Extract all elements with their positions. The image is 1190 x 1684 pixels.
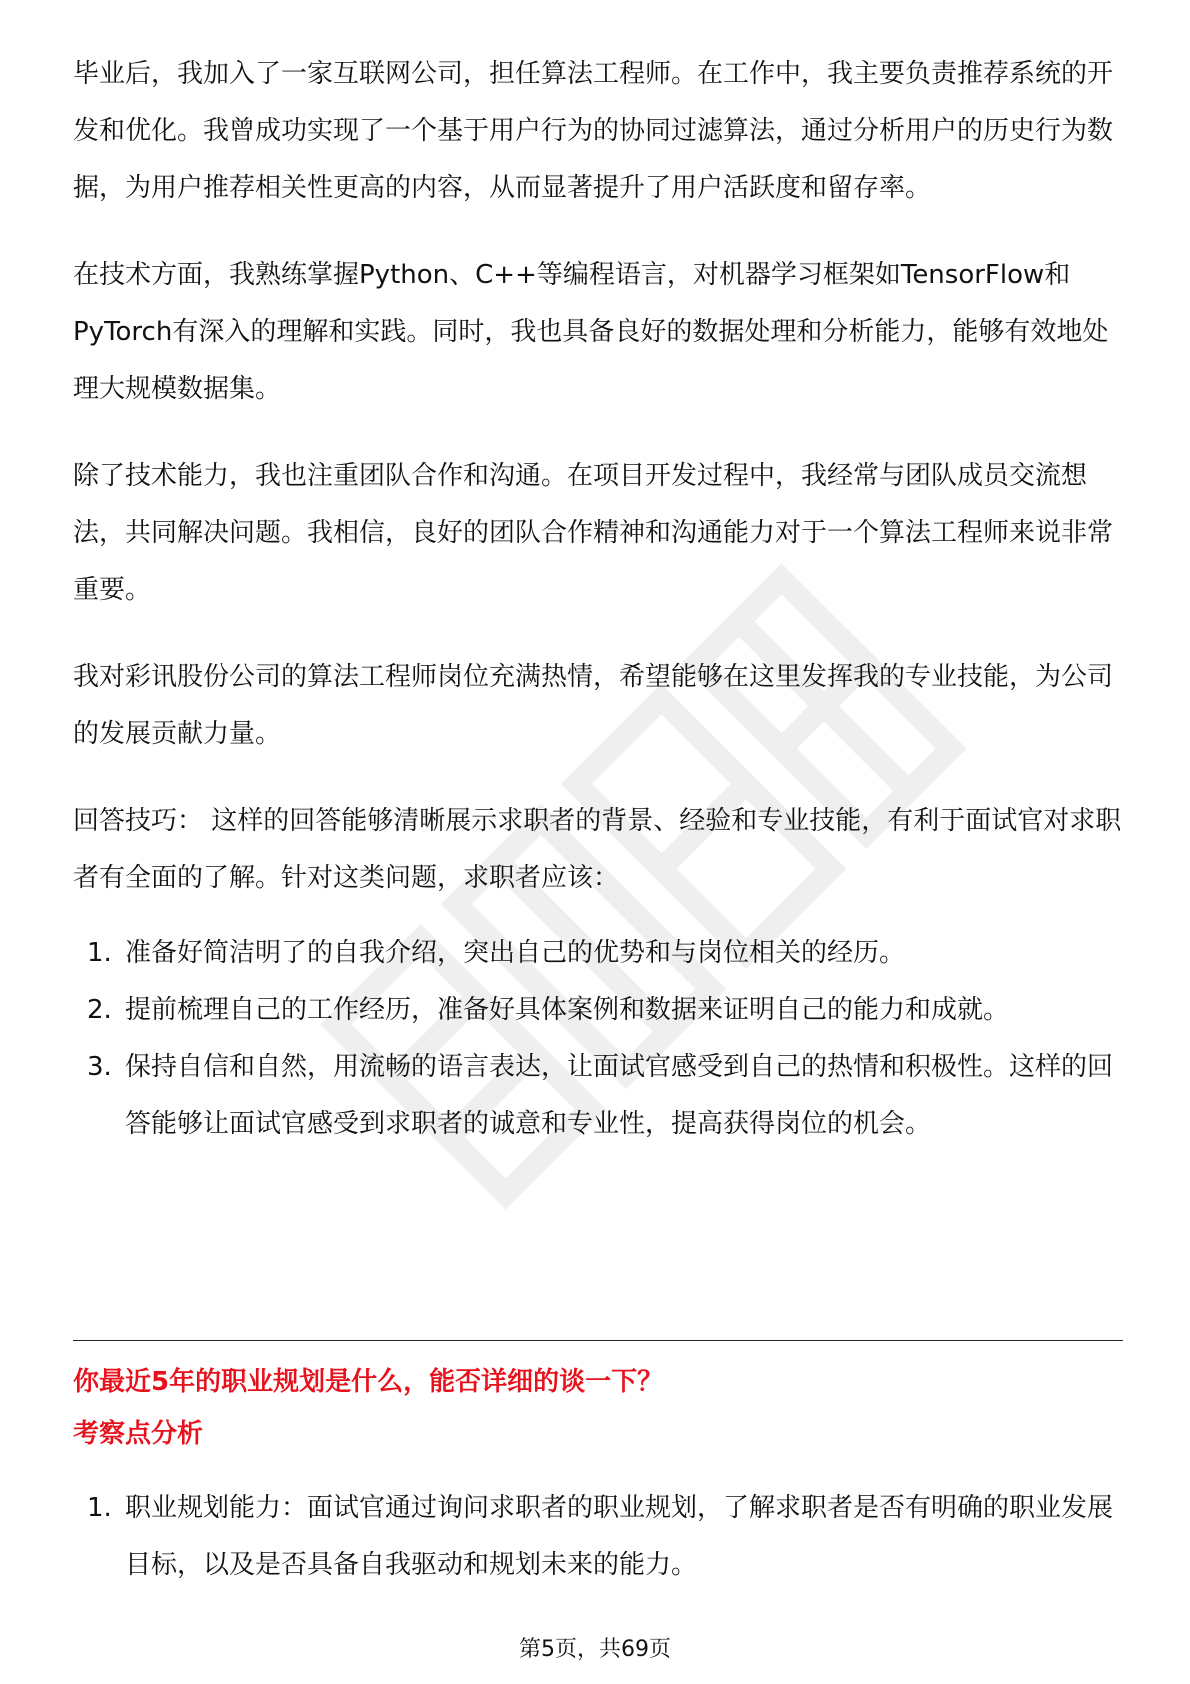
analysis-points-list [73,1480,1123,1594]
list-item [73,1480,1123,1594]
list-item-number: 1. [87,938,112,968]
question-title: 你最近5年的职业规划是什么，能否详细的谈一下？ [73,1367,664,1397]
list-item-text: 保持自信和自然，用流畅的语言表达，让面试官感受到自己的热情和积极性。这样的回答能够让面试官感受到求职者的诚意和专业性，提高获得岗位的机会。 [125,1052,1114,1139]
paragraph-work-experience: 毕业后，我加入了一家互联网公司，担任算法工程师。在工作中，我主要负责推荐系统的开发和优化。我曾成功实现了一个基于用户行为的协同过滤算法，通过分析用户的历史行为数据，为用户推荐相关性更高的内容，从而显著提升了用户活跃度和留存率。 [73,59,1114,203]
list-item-number: 3. [87,1052,112,1082]
paragraph-teamwork: 除了技术能力，我也注重团队合作和沟通。在项目开发过程中，我经常与团队成员交流想法，共同解决问题。我相信，良好的团队合作精神和沟通能力对于一个算法工程师来说非常重要。 [73,461,1114,605]
main-content [73,46,1123,1153]
list-item [73,1039,1123,1153]
tips-list [73,925,1123,1153]
next-question-section [73,1356,1123,1594]
section-divider [73,1340,1123,1341]
analysis-heading: 考察点分析 [73,1419,204,1449]
list-item [73,925,1123,982]
list-item [73,982,1123,1039]
page-number: 第5页，共69页 [519,1637,671,1662]
list-item-text: 提前梳理自己的工作经历，准备好具体案例和数据来证明自己的能力和成就。 [125,995,1010,1025]
paragraph-technical-skills: 在技术方面，我熟练掌握Python、C++等编程语言，对机器学习框架如TensorFlow和PyTorch有深入的理解和实践。同时，我也具备良好的数据处理和分析能力，能够有效地处理大规模数据集。 [73,260,1109,404]
list-item-text: 准备好简洁明了的自我介绍，突出自己的优势和与岗位相关的经历。 [125,938,906,968]
list-item-text: 职业规划能力：面试官通过询问求职者的职业规划，了解求职者是否有明确的职业发展目标，以及是否具备自我驱动和规划未来的能力。 [125,1493,1114,1580]
paragraph-answer-tips: 回答技巧： 这样的回答能够清晰展示求职者的背景、经验和专业技能，有利于面试官对求职者有全面的了解。针对这类问题，求职者应该： [73,806,1122,893]
list-item-number: 2. [87,995,112,1025]
list-item-number: 1. [87,1493,112,1523]
paragraph-motivation: 我对彩讯股份公司的算法工程师岗位充满热情，希望能够在这里发挥我的专业技能，为公司的发展贡献力量。 [73,662,1114,749]
